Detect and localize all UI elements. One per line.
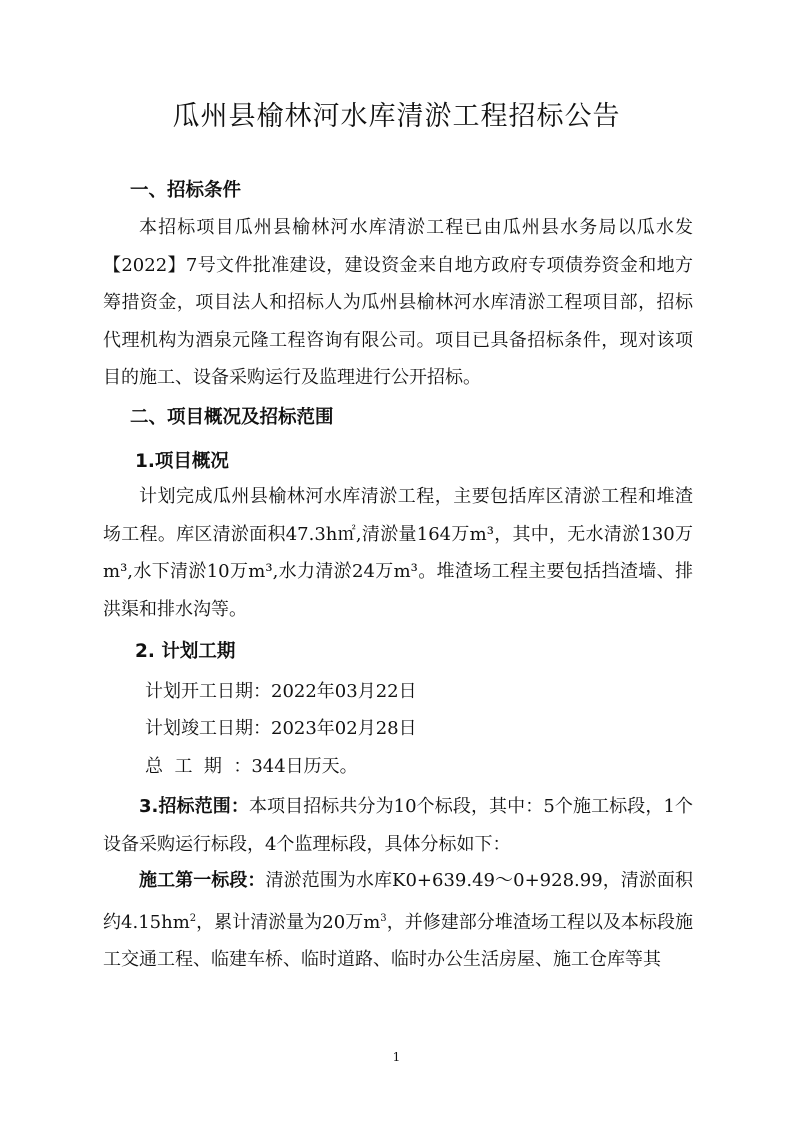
subsection-heading-project-overview: 1.项目概况 [135, 451, 229, 472]
superscript-square: 2 [189, 912, 197, 924]
schedule-total-duration: 总 工 期 ：344日历天。 [145, 756, 358, 777]
paragraph-bidding-conditions: 本招标项目瓜州县榆林河水库清淤工程已由瓜州县水务局以瓜水发【2022】7号文件批准建设，建设资金来自地方政府专项债券资金和地方筹措资金，项目法人和招标人为瓜州县榆林河水库清淤工程项目部，招标代理机构为酒泉元隆工程咨询有限公司。项目已具备招标条件，现对该项目的施工、设备采购运行及监理进行公开招标。 [103, 217, 693, 388]
document-title: 瓜州县榆林河水库清淤工程招标公告 [172, 101, 621, 132]
paragraph-project-overview: 计划完成瓜州县榆林河水库清淤工程，主要包括库区清淤工程和堆渣场工程。库区清淤面积47.3h㎡,清淤量164万m³，其中，无水清淤130万m³,水下清淤10万m³,水力清淤24万m³。堆渣场工程主要包括挡渣墙、排洪渠和排水沟等。 [103, 486, 693, 620]
section-heading-project-overview-scope: 二、项目概况及招标范围 [130, 407, 334, 428]
superscript-cubic: 3 [380, 912, 387, 924]
construction-lot-1-label: 施工第一标段： [139, 870, 266, 891]
paragraph-construction-lot-1 [103, 862, 693, 979]
page-number: 1 [392, 1050, 401, 1064]
bidding-scope-label: 3.招标范围： [139, 796, 249, 817]
subsection-heading-schedule: 2. 计划工期 [135, 641, 236, 662]
construction-lot-1-text-c: ，并修建部分堆渣场工程以及本标段施工交通工程、临建车桥、临时道路、临时办公生活房屋、施工仓库等其 [103, 911, 693, 970]
bidding-scope-text: 本项目招标共分为10个标段，其中：5个施工标段，1个设备采购运行标段，4个监理标段，具体分标如下： [103, 796, 693, 855]
paragraph-bidding-scope [103, 788, 693, 863]
construction-lot-1-text-a: 清淤范围为水库K0+639.49～0+928.99，清淤面积约4.15hm [103, 870, 694, 933]
schedule-start-date: 计划开工日期：2022年03月22日 [145, 681, 417, 702]
section-heading-bidding-conditions: 一、招标条件 [130, 180, 242, 201]
construction-lot-1-text-b: ，累计清淤量为20万m [196, 911, 381, 933]
schedule-end-date: 计划竣工日期：2023年02月28日 [145, 718, 417, 739]
